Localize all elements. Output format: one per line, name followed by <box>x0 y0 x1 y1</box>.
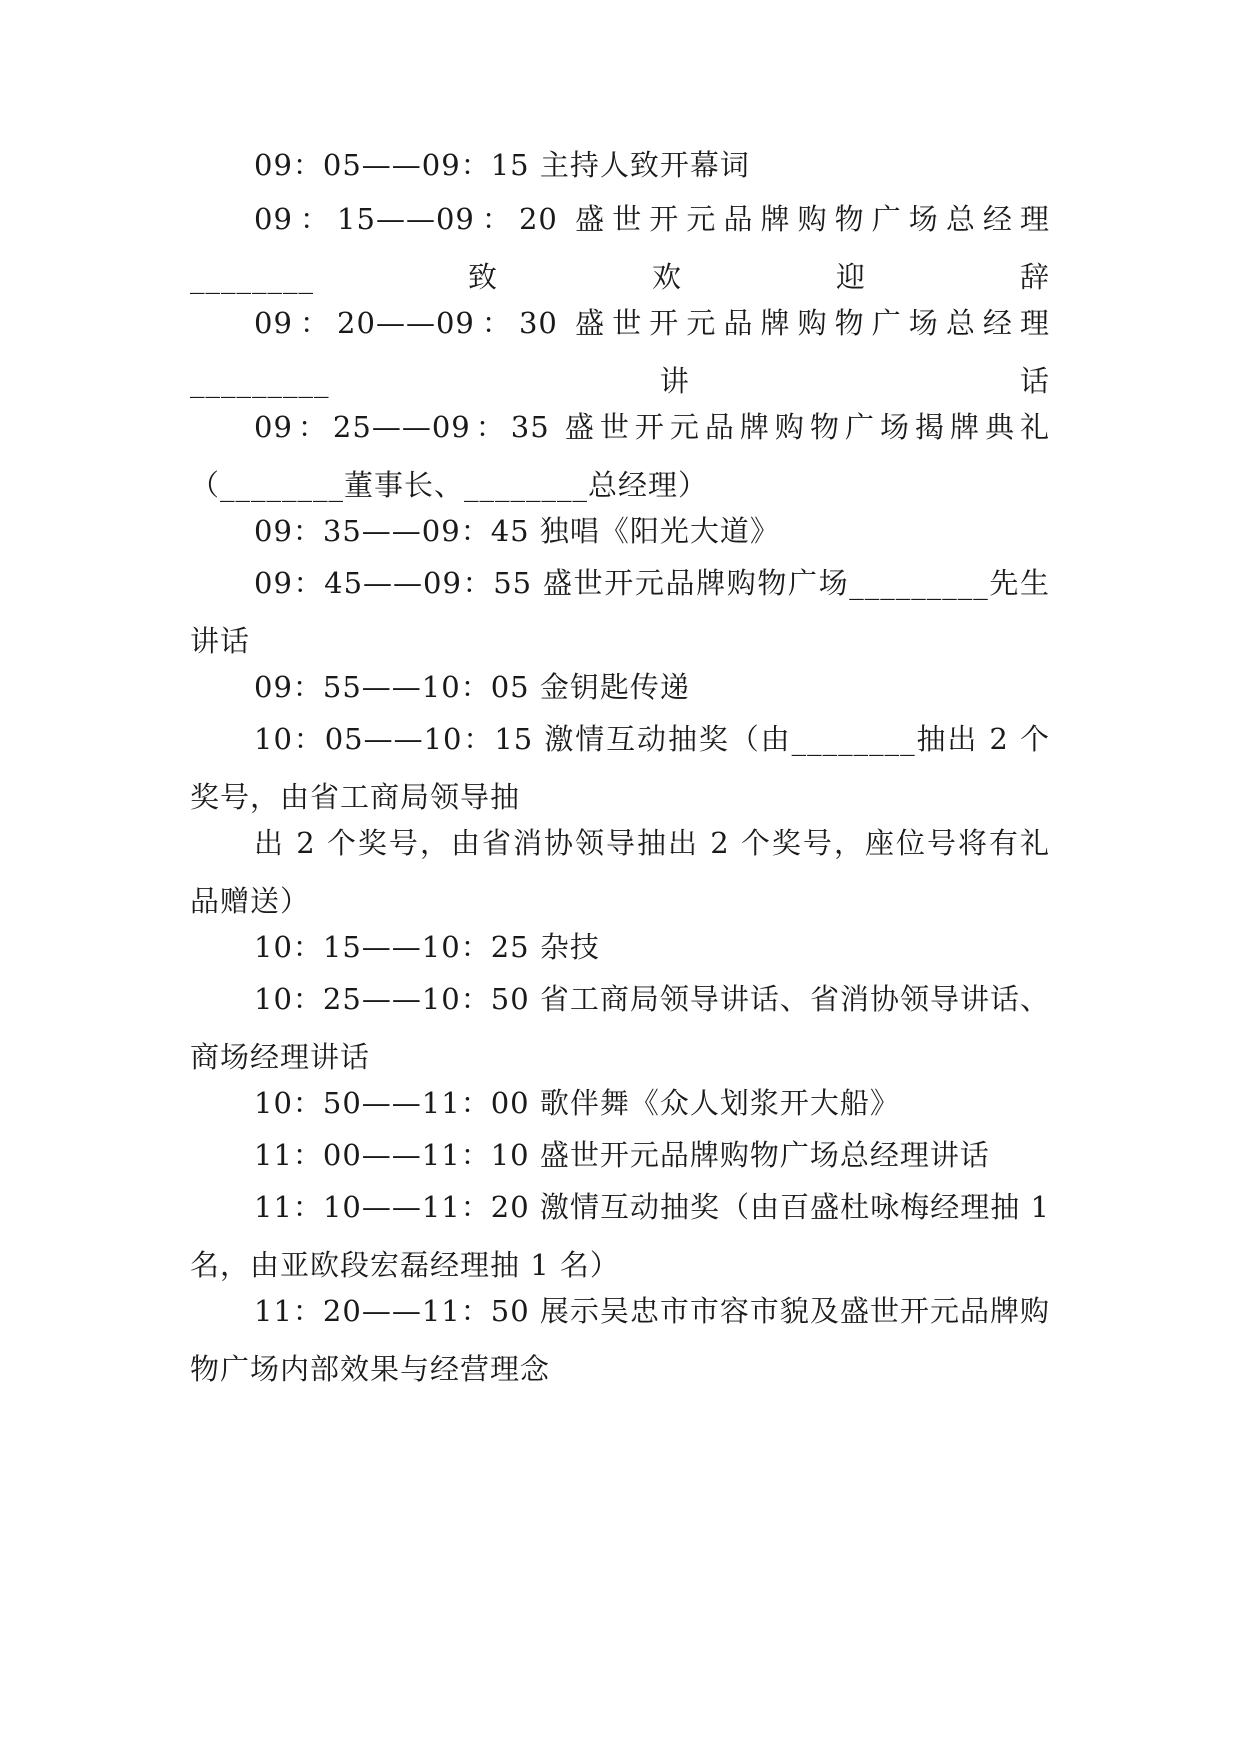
schedule-item: 10：50——11：00 歌伴舞《众人划浆开大船》 <box>254 1086 900 1120</box>
schedule-item: 11：10——11：20 激情互动抽奖（由百盛杜咏梅经理抽 1 名，由亚欧段宏磊经理抽 1 名） <box>190 1190 1061 1282</box>
schedule-item: 出 2 个奖号，由省消协领导抽出 2 个奖号，座位号将有礼品赠送） <box>190 826 1050 918</box>
schedule-item: 10：25——10：50 省工商局领导讲话、省消协领导讲话、商场经理讲话 <box>190 982 1050 1074</box>
schedule-item: 10：05——10：15 激情互动抽奖（由________抽出 2 个奖号，由省工商局领导抽 <box>190 722 1050 814</box>
schedule-item: 09：25——09：35 盛世开元品牌购物广场揭牌典礼（________董事长、________总经理） <box>190 410 1050 502</box>
schedule-item: 09：20——09：30 盛世开元品牌购物广场总经理_________讲话 <box>190 306 1050 398</box>
schedule-item: 09：15——09：20 盛世开元品牌购物广场总经理________致欢迎辞 <box>190 202 1050 294</box>
schedule-item: 11：00——11：10 盛世开元品牌购物广场总经理讲话 <box>254 1138 990 1172</box>
schedule-item: 10：15——10：25 杂技 <box>254 930 600 964</box>
schedule-item: 09：45——09：55 盛世开元品牌购物广场_________先生讲话 <box>190 566 1050 658</box>
schedule-item: 09：35——09：45 独唱《阳光大道》 <box>254 514 780 548</box>
schedule-item: 11：20——11：50 展示吴忠市市容市貌及盛世开元品牌购物广场内部效果与经营理念 <box>190 1294 1050 1386</box>
schedule-item: 09：55——10：05 金钥匙传递 <box>254 670 690 704</box>
schedule-item: 09：05——09：15 主持人致开幕词 <box>254 148 750 182</box>
